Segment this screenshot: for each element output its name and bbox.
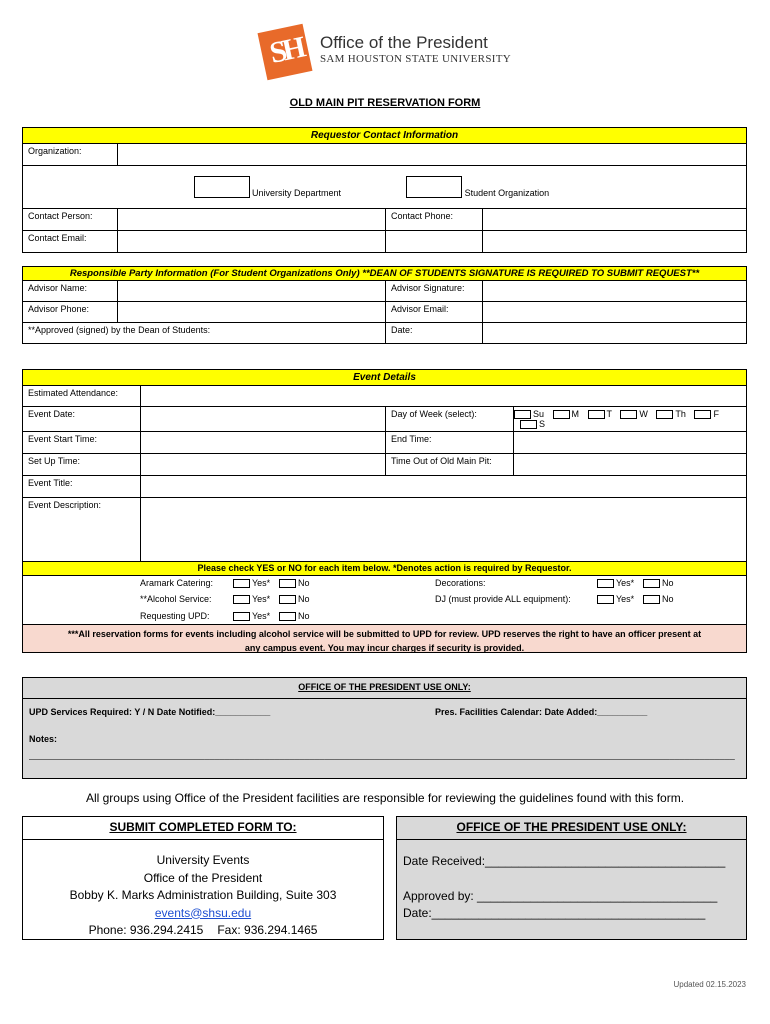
day-checkbox[interactable] (553, 410, 570, 419)
advisor-phone-field[interactable] (118, 302, 386, 323)
contact-email-label: Contact Email: (23, 231, 118, 253)
submit-email-link[interactable]: events@shsu.edu (154, 905, 252, 920)
day-label: Su (533, 409, 545, 419)
university-department-label: University Department (252, 188, 342, 198)
day-label: M (571, 409, 580, 419)
time-out-field[interactable] (514, 454, 747, 476)
facilities-calendar: Pres. Facilities Calendar: Date Added:__________ (435, 707, 648, 717)
requestor-section (22, 127, 747, 253)
notice-line-2: any campus event. You may incur charges if security is provided. (244, 643, 525, 653)
student-organization-checkbox[interactable] (406, 176, 462, 198)
day-checkbox[interactable] (520, 420, 537, 429)
event-date-field[interactable] (141, 407, 386, 432)
notes-label: Notes: (29, 734, 58, 744)
event-title-label: Event Title: (23, 476, 141, 498)
start-time-field[interactable] (141, 432, 386, 454)
dj-label: DJ (must provide ALL equipment): (435, 594, 571, 605)
submit-heading: SUBMIT COMPLETED FORM TO: (109, 820, 297, 834)
alcohol-yes-checkbox[interactable] (233, 595, 250, 604)
event-section (22, 369, 747, 628)
notice-line-1: ***All reservation forms for events including alcohol service will be submitted to UPD for review. UPD reserves the right to have an officer present at (67, 629, 702, 639)
responsible-heading: Responsible Party Information (For Student Organizations Only) **DEAN OF STUDENTS SIGNATURE IS REQUIRED TO SUBMIT REQUEST** (23, 267, 747, 281)
advisor-signature-label: Advisor Signature: (386, 281, 483, 302)
event-title-field[interactable] (141, 476, 747, 498)
office-box-heading: OFFICE OF THE PRESIDENT USE ONLY: (456, 820, 687, 834)
day-checkbox[interactable] (694, 410, 711, 419)
contact-email-field-3[interactable] (483, 231, 747, 253)
dean-date-label: Date: (386, 323, 483, 344)
attendance-field[interactable] (141, 386, 747, 407)
upd-yes-checkbox[interactable] (233, 612, 250, 621)
event-description-field[interactable] (141, 498, 747, 562)
no-label: No (298, 594, 310, 605)
submit-phone: Phone: 936.294.2415 (88, 923, 204, 937)
organization-label: Organization: (23, 144, 118, 166)
notes-line: _____________________________________________________________________________________________________________________________________________ (29, 750, 735, 760)
office-use-box (396, 816, 747, 940)
attendance-label: Estimated Attendance: (23, 386, 141, 407)
submit-box (22, 816, 384, 940)
checks-instruction: Please check YES or NO for each item below. *Denotes action is required by Requestor. (23, 562, 747, 576)
time-out-label: Time Out of Old Main Pit: (386, 454, 514, 476)
contact-phone-label: Contact Phone: (386, 209, 483, 231)
upd-services-required: UPD Services Required: Y / N Date Notified:___________ (29, 707, 271, 717)
day-label: F (713, 409, 719, 419)
yes-label: Yes* (252, 611, 271, 622)
aramark-yes-checkbox[interactable] (233, 579, 250, 588)
contact-person-field[interactable] (118, 209, 386, 231)
alcohol-label: **Alcohol Service: (140, 594, 212, 605)
day-checkbox[interactable] (588, 410, 605, 419)
approved-by: Approved by: ____________________________________ (403, 889, 718, 903)
yes-label: Yes* (616, 594, 635, 605)
day-of-week-label: Day of Week (select): (386, 407, 514, 432)
aramark-no-checkbox[interactable] (279, 579, 296, 588)
upd-label: Requesting UPD: (140, 611, 210, 622)
office-name: Office of the President (320, 33, 488, 52)
advisor-name-field[interactable] (118, 281, 386, 302)
dean-approval-label: **Approved (signed) by the Dean of Students: (23, 323, 386, 344)
approval-date: Date:_________________________________________ (403, 906, 706, 920)
student-organization-label: Student Organization (464, 188, 550, 198)
yes-label: Yes* (616, 578, 635, 589)
day-label: W (639, 409, 648, 419)
advisor-phone-label: Advisor Phone: (23, 302, 118, 323)
contact-phone-field[interactable] (483, 209, 747, 231)
organization-field[interactable] (118, 144, 747, 166)
requestor-heading: Requestor Contact Information (23, 128, 747, 144)
form-title: OLD MAIN PIT RESERVATION FORM (289, 97, 481, 109)
advisor-name-label: Advisor Name: (23, 281, 118, 302)
decorations-label: Decorations: (435, 578, 486, 589)
date-received: Date Received:____________________________________ (403, 854, 726, 868)
day-checkbox[interactable] (656, 410, 673, 419)
alcohol-no-checkbox[interactable] (279, 595, 296, 604)
updated-date: Updated 02.15.2023 (673, 980, 746, 989)
day-of-week-selector (514, 407, 747, 432)
day-checkbox[interactable] (620, 410, 637, 419)
office-use-heading: OFFICE OF THE PRESIDENT USE ONLY: (298, 682, 471, 692)
dean-date-field[interactable] (483, 323, 747, 344)
logo-letters: SH (266, 31, 305, 70)
day-label: S (539, 419, 546, 430)
advisor-signature-field[interactable] (483, 281, 747, 302)
setup-time-field[interactable] (141, 454, 386, 476)
submit-fax: Fax: 936.294.1465 (217, 923, 318, 937)
dj-yes-checkbox[interactable] (597, 595, 614, 604)
submit-line-1: University Events (156, 853, 250, 867)
event-description-label: Event Description: (23, 498, 141, 562)
yes-label: Yes* (252, 578, 271, 589)
checks-area (23, 576, 747, 629)
submit-line-2: Office of the President (143, 870, 263, 885)
day-label: T (606, 409, 612, 419)
advisor-email-field[interactable] (483, 302, 747, 323)
day-checkbox[interactable] (514, 410, 531, 419)
responsible-section (22, 266, 747, 344)
aramark-label: Aramark Catering: (140, 578, 214, 589)
end-time-field[interactable] (514, 432, 747, 454)
no-label: No (662, 594, 674, 605)
contact-email-field-2[interactable] (386, 231, 483, 253)
end-time-label: End Time: (386, 432, 514, 454)
guidelines-note: All groups using Office of the President facilities are responsible for reviewing the guidelines found with this form. (85, 791, 685, 805)
dj-no-checkbox[interactable] (643, 595, 660, 604)
university-department-checkbox[interactable] (194, 176, 250, 198)
submit-line-3: Bobby K. Marks Administration Building, Suite 303 (69, 888, 337, 902)
decorations-yes-checkbox[interactable] (597, 579, 614, 588)
event-date-label: Event Date: (23, 407, 141, 432)
event-heading: Event Details (23, 370, 747, 386)
no-label: No (662, 578, 674, 589)
university-name: SAM HOUSTON STATE UNIVERSITY (320, 53, 511, 65)
contact-person-label: Contact Person: (23, 209, 118, 231)
org-type-row (23, 166, 747, 209)
advisor-email-label: Advisor Email: (386, 302, 483, 323)
no-label: No (298, 578, 310, 589)
no-label: No (298, 611, 310, 622)
decorations-no-checkbox[interactable] (643, 579, 660, 588)
setup-time-label: Set Up Time: (23, 454, 141, 476)
yes-label: Yes* (252, 594, 271, 605)
upd-notice (22, 624, 747, 653)
upd-no-checkbox[interactable] (279, 612, 296, 621)
start-time-label: Event Start Time: (23, 432, 141, 454)
day-label: Th (675, 409, 686, 419)
office-use-section (22, 677, 747, 779)
contact-email-field[interactable] (118, 231, 386, 253)
